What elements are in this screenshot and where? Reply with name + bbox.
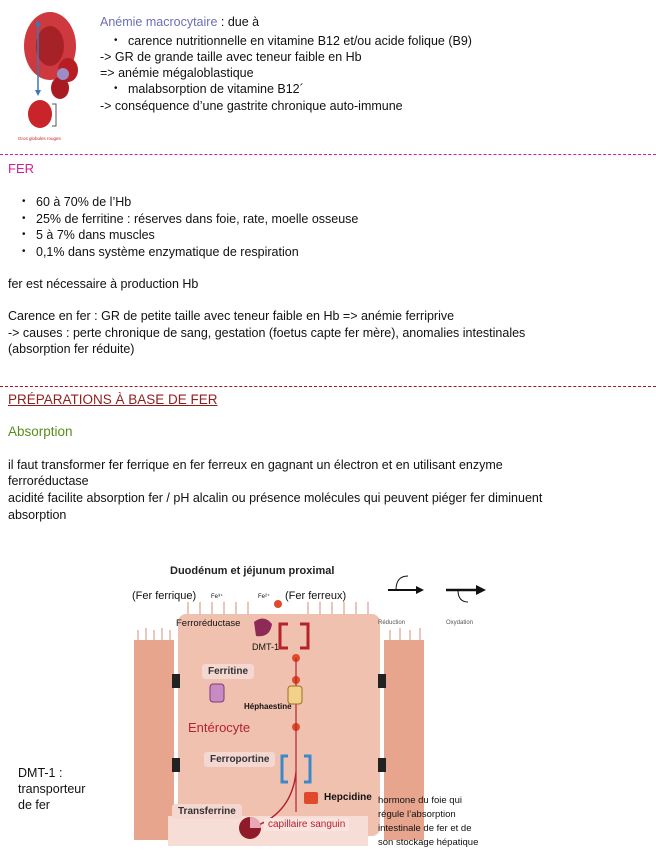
red-blood-cells-image <box>14 4 80 144</box>
fer-title: FER <box>8 161 34 176</box>
oxydation-label: Oxydation <box>446 620 474 626</box>
fer-paragraph-3b: (absorption fer réduite) <box>8 342 135 356</box>
capillaire-label: capillaire sanguin <box>264 818 349 831</box>
fer-item: • 60 à 70% de l’Hb <box>36 194 131 210</box>
iron-absorption-diagram <box>128 562 518 848</box>
hepcidine-desc-1: hormone du foie qui <box>378 795 462 806</box>
fe2-label: Fe²⁺ <box>258 594 271 600</box>
macro-line-3: => anémie mégaloblastique <box>100 66 254 80</box>
dmt-note-1: DMT-1 : <box>18 766 63 780</box>
prep-paragraph-2b: absorption <box>8 508 67 522</box>
fer-paragraph-3a: -> causes : perte chronique de sang, gestation (foetus capte fer mère), anomalies intestinales <box>8 326 526 340</box>
macro-title: Anémie macrocytaire <box>100 15 218 29</box>
reduction-label: Réduction <box>378 620 406 626</box>
ferritine-box: Ferritine <box>202 664 254 679</box>
fe3-label: Fe³⁺ <box>211 594 224 600</box>
fer-item: • 25% de ferritine : réserves dans foie, rate, moelle osseuse <box>36 211 358 227</box>
absorption-title: Absorption <box>8 424 73 439</box>
diagram-title: Duodénum et jéjunum proximal <box>170 565 335 577</box>
section-divider <box>0 386 656 387</box>
hepcidine-desc-4: son stockage hépatique <box>378 837 479 848</box>
dmt-note-3: de fer <box>18 798 50 812</box>
hepcidine-desc-2: régule l’absorption <box>378 809 456 820</box>
enterocyte-label: Entérocyte <box>188 720 251 735</box>
macro-bullet-1: • carence nutritionnelle en vitamine B12 et/ou acide folique (B9) <box>128 33 472 49</box>
ferroportine-box: Ferroportine <box>204 752 275 767</box>
hephaestine-label: Héphaestine <box>244 702 292 711</box>
prep-paragraph-1b: ferroréductase <box>8 474 89 488</box>
macro-bullet-2: • malabsorption de vitamine B12´ <box>128 81 304 97</box>
fer-item: • 5 à 7% dans muscles <box>36 227 155 243</box>
fer-paragraph-2: Carence en fer : GR de petite taille avec teneur faible en Hb => anémie ferriprive <box>8 309 455 323</box>
section-divider <box>0 154 656 155</box>
ferroreductase-label: Ferroréductase <box>176 618 241 629</box>
hepcidine-desc-3: intestinale de fer et de <box>378 823 472 834</box>
macro-heading <box>100 14 259 30</box>
image-caption: Gros globules rouges <box>18 136 61 141</box>
transferrine-box: Transferrine <box>172 804 242 819</box>
prep-paragraph-2a: acidité facilite absorption fer / pH alcalin ou présence molécules qui peuvent piéger fer diminuent <box>8 491 543 505</box>
fer-ferrique-label: (Fer ferrique) <box>132 590 197 602</box>
dmt-note-2: transporteur <box>18 782 86 796</box>
hepcidine-description <box>378 794 478 850</box>
prep-title: PRÉPARATIONS À BASE DE FER <box>8 392 218 407</box>
fer-ferreux-label: (Fer ferreux) <box>285 590 347 602</box>
macro-title-suffix: : due à <box>217 15 260 29</box>
hepcidine-label: Hepcidine <box>324 792 372 803</box>
dmt1-label: DMT-1 <box>252 642 279 652</box>
fer-paragraph-1: fer est nécessaire à production Hb <box>8 277 199 291</box>
prep-paragraph-1a: il faut transformer fer ferrique en fer ferreux en gagnant un électron et en utilisant enzyme <box>8 458 503 472</box>
macro-line-4: -> conséquence d’une gastrite chronique auto-immune <box>100 99 403 113</box>
fer-item: • 0,1% dans système enzymatique de respiration <box>36 244 299 260</box>
macro-line-2: -> GR de grande taille avec teneur faible en Hb <box>100 50 362 64</box>
